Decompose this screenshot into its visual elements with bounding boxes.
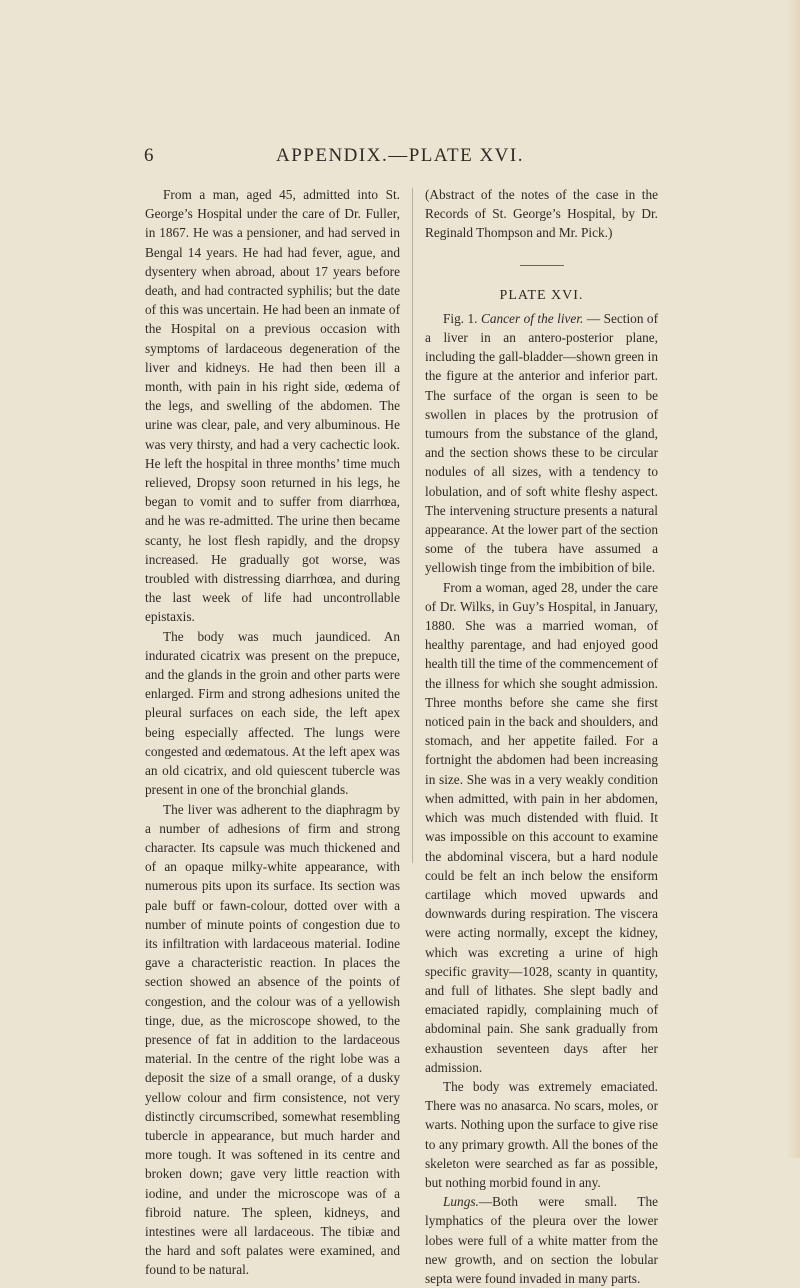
figure-title: Cancer of the liver. [480,310,584,326]
figure-caption [425,309,658,578]
case-history-paragraph: From a man, aged 45, admitted into St. George’s Hospital under the care of Dr. Fuller, in 1867. He was a pensioner, and had served in Bengal 14 years. He had had fever, ague, and dysentery when abroad, about 17 years before death, and had contracted syphilis; but the date of this was uncertain. He had been an inmate of the Hospital on a previous occasion with symptoms of lardaceous degeneration of the liver and kidneys. He had then been ill a month, with pain in his right side, œdema of the legs, and swelling of the abdomen. The urine was clear, pale, and very albuminous. He was very thirsty, and had a very cachectic look. He left the hospital in three months’ time much relieved, Dropsy soon returned in his legs, he began to vomit and to suffer from diarrhœa, and he was re-admitted. The urine then became scanty, he lost flesh rapidly, and the dropsy increased. He gradually got worse, was troubled with distressing diarrhœa, and during the last week of life had uncontrollable epistaxis. [145,187,400,625]
lungs-label: Lungs. [443,1194,479,1210]
section-rule [520,265,564,266]
left-column [145,185,400,1280]
lungs-paragraph [425,1192,658,1288]
lungs-text: —Both were small. The lymphatics of the pleura over the lower lobes were full of a white matter from the new growth, and on section the lobular septa were found invaded in many parts. [425,1194,658,1286]
liver-findings-paragraph: The liver was adherent to the diaphragm by a number of adhesions of firm and strong character. Its capsule was much thickened and of an opaque milky-white appearance, with numerous pits upon its surface. Its section was pale buff or fawn-colour, dotted over with a number of minute points of congestion due to its infiltration with lardaceous material. Iodine gave a characteristic reaction. In places the section showed an absence of the points of congestion, and the colour was of a yellowish tinge, due, as the microscope showed, to the presence of fat in addition to the lardaceous material. In the centre of the right lobe was a deposit the size of a small orange, of a dusky yellow colour and firm consistence, not very distinctly circumscribed, somewhat resembling tubercle in appearance, but much harder and more tough. It was softened in its centre and broken down; gave very little reaction with iodine, and under the microscope was of a fibroid nature. The spleen, kidneys, and intestines were all lardaceous. The tibiæ and the hard and soft palates were examined, and found to be natural. [145,801,400,1278]
body-paragraph: The body was extremely emaciated. There was no anasarca. No scars, moles, or warts. Nothing upon the surface to give rise to any primary growth. All the bones of the skeleton were searched as far as possible, but nothing morbid found in any. [425,1078,658,1190]
right-column [425,185,658,1288]
page-number: 6 [144,145,154,166]
column-divider [412,188,413,863]
plate-heading: PLATE XVI. [499,287,584,303]
running-title: APPENDIX.—PLATE XVI. [276,145,524,166]
body-findings-paragraph: The body was much jaundiced. An indurated cicatrix was present on the prepuce, and the glands in the groin and other parts were enlarged. Firm and strong adhesions united the pleural surfaces on each side, the left apex being especially affected. The lungs were congested and œdematous. At the left apex was an old cicatrix, and old quiescent tubercle was present in one of the bronchial glands. [145,628,400,798]
abstract-note: (Abstract of the notes of the case in the Records of St. George’s Hospital, by Dr. Reginald Thompson and Mr. Pick.) [425,187,658,241]
figure-description: — Section of a liver in an antero-posterior plane, including the gall-bladder—shown green in the figure at the anterior and inferior part. The surface of the organ is seen to be swollen in places by the protrusion of tumours from the substance of the gland, and the section shows these to be circular nodules of all sizes, with a tendency to lobulation, and of soft white fleshy aspect. The intervening structure presents a natural appearance. At the lower part of the section some of the tubera have assumed a yellowish tinge from the imbibition of bile. [425,310,659,576]
page-header [0,145,800,175]
figure-label: Fig. 1. [443,310,478,326]
woman-case-paragraph: From a woman, aged 28, under the care of Dr. Wilks, in Guy’s Hospital, in January, 1880. She was a married woman, of healthy parentage, and had enjoyed good health till the time of the commencement of the illness for which she sought admission. Three months before she came she first noticed pain in the back and shoulders, and stomach, and her appetite failed. For a fortnight the abdomen had been increasing in size. She was in a very weakly condition when admitted, with pain in her abdomen, which was much distended with fluid. It was impossible on this account to examine the abdominal viscera, but a hard nodule could be felt an inch below the ensiform cartilage which moved upwards and downwards during respiration. The viscera were acting normally, except the kidney, which was excreting a urine of high specific gravity—1028, scanty in quantity, and full of lithates. She slept badly and emaciated rapidly, complaining much of abdominal pain. She sank gradually from exhaustion seventeen days after her admission. [425,579,658,1075]
page-edge [786,0,800,1158]
